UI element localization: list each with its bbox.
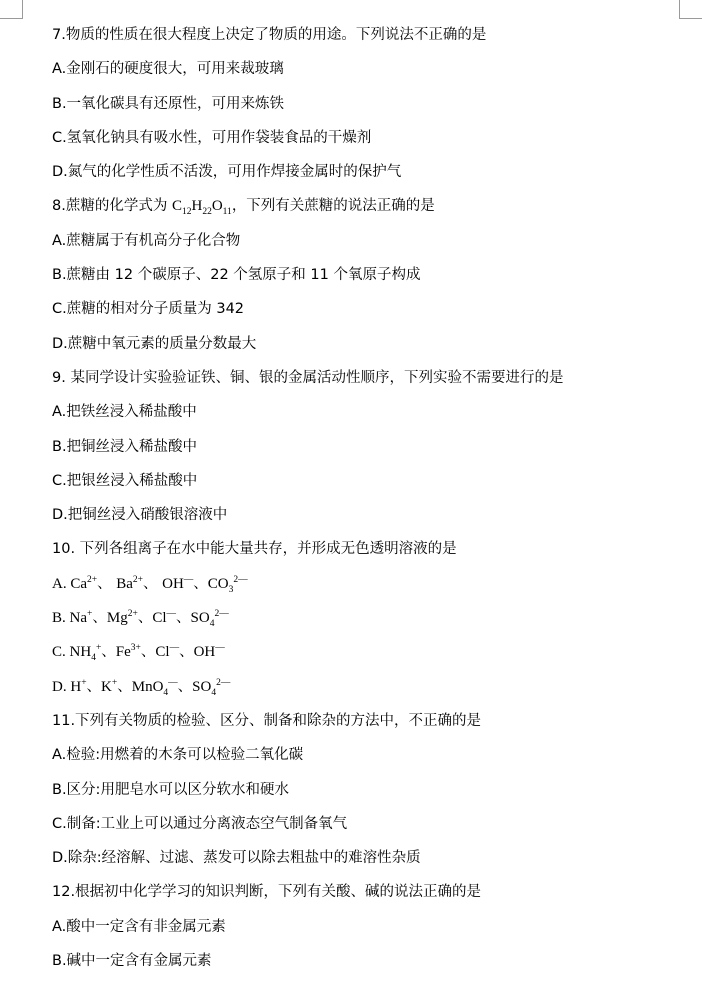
- question-9-option-d: D.把铜丝浸入硝酸银溶液中: [52, 507, 228, 524]
- question-8-option-d: D.蔗糖中氧元素的质量分数最大: [52, 335, 257, 352]
- ion: MnO$_4$—: [131, 677, 178, 698]
- question-8-stem-prefix: 8.蔗糖的化学式为: [52, 198, 172, 215]
- ion: H+: [70, 677, 87, 695]
- ion: OH—: [162, 574, 194, 592]
- question-8-option-c: C.蔗糖的相对分子质量为 342: [52, 301, 245, 318]
- option-label: A.: [52, 575, 71, 592]
- ion: OH—: [193, 643, 225, 661]
- ion: Cl—: [152, 609, 177, 627]
- question-12-option-a: A.酸中一定含有非金属元素: [52, 918, 226, 935]
- separator: 、: [140, 644, 156, 661]
- question-9-option-c: C.把银丝浸入稀盐酸中: [52, 472, 198, 489]
- formula-element-c: C: [171, 198, 182, 215]
- formula-subscript-o: 11: [222, 207, 232, 218]
- ion: $Ba^{2+}$: [116, 574, 144, 592]
- question-10-option-d: [52, 674, 672, 708]
- separator: 、: [92, 610, 107, 627]
- ion: $CO_3^{2—}$: [207, 574, 248, 595]
- ion: K+: [101, 677, 118, 695]
- question-10-option-b: [52, 605, 672, 639]
- ion: Na+: [69, 609, 93, 627]
- separator: 、: [179, 644, 194, 661]
- separator: 、: [143, 575, 163, 592]
- ion: $SO_4^{2—}$: [192, 677, 231, 698]
- option-label: B.: [52, 610, 70, 627]
- question-11-option-b: B.区分:用肥皂水可以区分软水和硬水: [52, 781, 289, 798]
- question-11-option-d: D.除杂:经溶解、过滤、蒸发可以除去粗盐中的难溶性杂质: [52, 850, 421, 867]
- page-corner-mark-left: [0, 0, 23, 19]
- ion: $SO_4^{2—}$: [190, 609, 229, 630]
- ion: $NH_4^+$: [69, 643, 102, 664]
- separator: 、: [176, 610, 191, 627]
- question-10-option-c: [52, 639, 672, 673]
- question-7-stem: 7.物质的性质在很大程度上决定了物质的用途。下列说法不正确的是: [52, 27, 487, 43]
- ion: $Ca^{2+}$: [70, 574, 98, 592]
- separator: 、: [101, 644, 116, 661]
- question-11-option-c: C.制备:工业上可以通过分离液态空气制备氧气: [52, 815, 348, 832]
- ion: $Fe^{3+}$: [115, 643, 141, 661]
- ion: Cl—: [155, 643, 180, 661]
- separator: 、: [86, 678, 102, 695]
- question-10-option-a: [52, 571, 672, 605]
- formula-element-h: H: [191, 198, 203, 215]
- question-7-option-d: D.氮气的化学性质不活泼，可用作焊接金属时的保护气: [52, 164, 402, 181]
- ion: $Mg^{2+}$: [106, 609, 138, 627]
- question-7-option-b: B.一氧化碳具有还原性，可用来炼铁: [52, 95, 285, 112]
- sucrose-formula: [171, 198, 232, 218]
- question-12-stem: 12.根据初中化学学习的知识判断，下列有关酸、碱的说法正确的是: [52, 884, 482, 901]
- separator: 、: [137, 610, 153, 627]
- question-8-option-b: B.蔗糖由 12 个碳原子、22 个氢原子和 11 个氧原子构成: [52, 267, 421, 284]
- separator: 、: [193, 575, 208, 592]
- question-8-stem: [52, 193, 672, 227]
- question-11-option-a: A.检验:用燃着的木条可以检验二氧化碳: [52, 747, 304, 764]
- question-8-stem-suffix: ，下列有关蔗糖的说法正确的是: [231, 198, 435, 215]
- question-8-option-a: A.蔗糖属于有机高分子化合物: [52, 232, 241, 249]
- formula-subscript-h: 22: [202, 207, 212, 218]
- document-page: [52, 22, 672, 982]
- separator: 、: [117, 678, 132, 695]
- question-11-stem: 11.下列有关物质的检验、区分、制备和除杂的方法中，不正确的是: [52, 712, 482, 729]
- formula-subscript-c: 12: [181, 207, 192, 218]
- option-label: D.: [52, 678, 71, 695]
- separator: 、: [177, 678, 193, 695]
- separator: 、: [97, 575, 117, 592]
- option-label: C.: [52, 644, 70, 661]
- formula-element-o: O: [211, 198, 223, 215]
- question-12-option-b: B.碱中一定含有金属元素: [52, 953, 212, 970]
- question-7-option-c: C.氢氧化钠具有吸水性，可用作袋装食品的干燥剂: [52, 129, 372, 146]
- question-9-stem: 9. 某同学设计实验验证铁、铜、银的金属活动性顺序，下列实验不需要进行的是: [52, 369, 564, 386]
- question-10-stem: 10. 下列各组离子在水中能大量共存，并形成无色透明溶液的是: [52, 541, 457, 558]
- question-9-option-a: A.把铁丝浸入稀盐酸中: [52, 404, 197, 421]
- page-corner-mark-right: [679, 0, 702, 19]
- question-9-option-b: B.把铜丝浸入稀盐酸中: [52, 438, 198, 455]
- question-7-option-a: A.金刚石的硬度很大，可用来裁玻璃: [52, 61, 284, 78]
